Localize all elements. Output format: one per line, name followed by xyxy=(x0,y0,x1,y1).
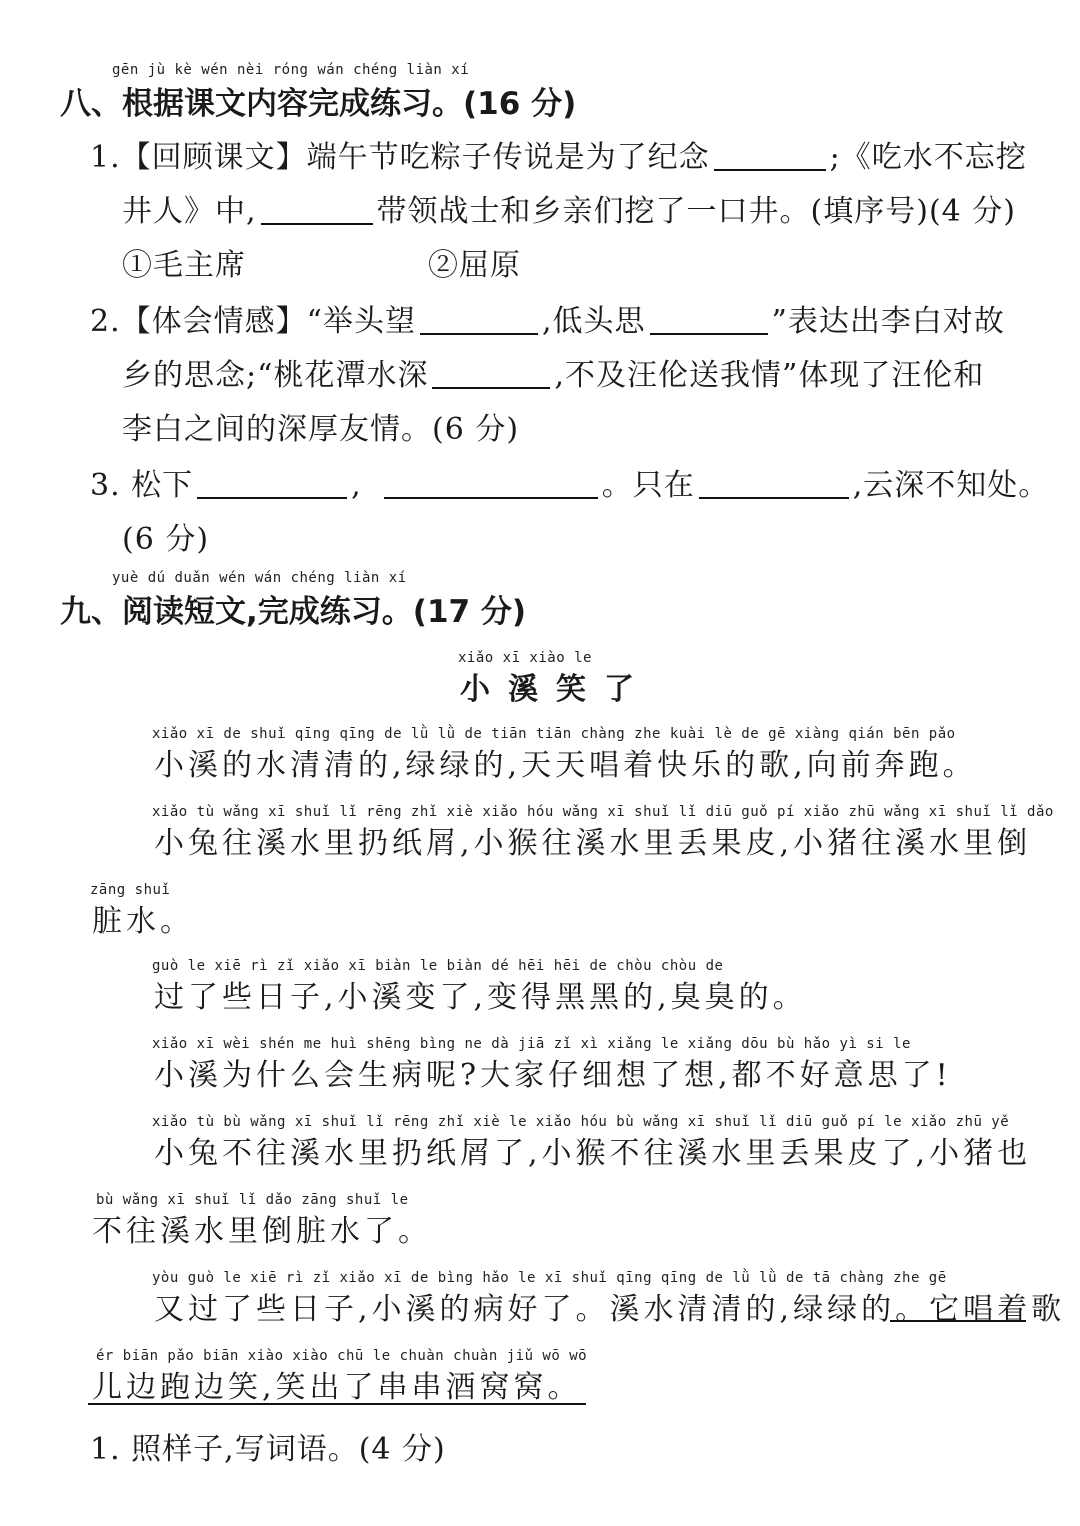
q3-blank-2[interactable] xyxy=(384,497,598,499)
q1-option-2: ②屈原 xyxy=(428,248,521,283)
question-2-line-1 xyxy=(90,296,1005,340)
question-3-score: (6 分) xyxy=(122,522,210,557)
q1-text-a: 1.【回顾课文】端午节吃粽子传说是为了纪念 xyxy=(90,140,710,175)
story-line-2-pinyin: xiǎo tù wǎng xī shuǐ lǐ rēng zhǐ xiè xiǎo hóu wǎng xī shuǐ lǐ diū guǒ pí xiǎo zhū wǎng xī shuǐ lǐ dǎo xyxy=(152,804,1054,820)
q3-text-a: 3. 松下 xyxy=(90,468,194,503)
story-line-3-pinyin: zāng shuǐ xyxy=(90,882,171,898)
q2-text-a: 2.【体会情感】“举头望 xyxy=(90,304,416,339)
story-line-5-pinyin: xiǎo xī wèi shén me huì shēng bìng ne dà jiā zǐ xì xiǎng le xiǎng dōu bù hǎo yì si le xyxy=(152,1036,911,1052)
q1-text-c: 井人》中, xyxy=(122,194,257,229)
story-title-pinyin: xiǎo xī xiào le xyxy=(458,650,592,666)
q3-text-b: , xyxy=(351,468,362,503)
story-line-2: 小兔往溪水里扔纸屑,小猴往溪水里丢果皮,小猪往溪水里倒 xyxy=(154,826,1032,861)
story-line-1-pinyin: xiǎo xī de shuǐ qīng qīng de lǜ lǜ de tiān tiān chàng zhe kuài lè de gē xiàng qián bēn pǎo xyxy=(152,726,956,742)
underline-segment-1 xyxy=(890,1320,1026,1322)
q2-blank-2[interactable] xyxy=(650,333,768,335)
underline-segment-2 xyxy=(88,1403,586,1405)
story-line-1: 小溪的水清清的,绿绿的,天天唱着快乐的歌,向前奔跑。 xyxy=(154,748,977,783)
story-line-9-pinyin: ér biān pǎo biān xiào xiào chū le chuàn chuàn jiǔ wō wō xyxy=(96,1348,588,1364)
q3-text-d: ,云深不知处。 xyxy=(852,468,1050,503)
q3-text-c: 。只在 xyxy=(601,468,695,503)
section8-heading-pinyin: gēn jù kè wén nèi róng wán chéng liàn xí xyxy=(112,62,470,78)
q2-blank-3[interactable] xyxy=(432,387,550,389)
story-line-8-pinyin: yòu guò le xiē rì zǐ xiǎo xī de bìng hǎo le xī shuǐ qīng qīng de lǜ lǜ de tā chàng zhe gē xyxy=(152,1270,947,1286)
q1-option-1: ①毛主席 xyxy=(122,248,246,283)
story-line-8: 又过了些日子,小溪的病好了。溪水清清的,绿绿的。它唱着歌 xyxy=(154,1292,1066,1327)
q2-text-b: ,低头思 xyxy=(541,304,646,339)
question-1-line-2 xyxy=(122,186,1016,230)
q3-blank-1[interactable] xyxy=(197,497,347,499)
exercise-1: 1. 照样子,写词语。(4 分) xyxy=(90,1432,446,1467)
story-title: 小溪笑了 xyxy=(460,672,652,707)
question-1-line-1 xyxy=(90,132,1027,176)
section8-heading: 八、根据课文内容完成练习。(16 分) xyxy=(60,86,577,122)
question-2-line-3: 李白之间的深厚友情。(6 分) xyxy=(122,412,520,447)
story-line-3: 脏水。 xyxy=(92,904,194,939)
q2-text-c: ”表达出李白对故 xyxy=(771,304,1005,339)
story-line-4: 过了些日子,小溪变了,变得黑黑的,臭臭的。 xyxy=(154,980,807,1015)
q1-blank-1[interactable] xyxy=(714,169,826,171)
question-3-line-1 xyxy=(90,460,1049,504)
story-line-9: 儿边跑边笑,笑出了串串酒窝窝。 xyxy=(92,1370,582,1405)
section9-heading-pinyin: yuè dú duǎn wén wán chéng liàn xí xyxy=(112,570,407,586)
story-line-5: 小溪为什么会生病呢?大家仔细想了想,都不好意思了! xyxy=(154,1058,952,1093)
q3-blank-3[interactable] xyxy=(699,497,849,499)
q2-blank-1[interactable] xyxy=(420,333,538,335)
story-line-6: 小兔不往溪水里扔纸屑了,小猴不往溪水里丢果皮了,小猪也 xyxy=(154,1136,1032,1171)
story-line-7-pinyin: bù wǎng xī shuǐ lǐ dǎo zāng shuǐ le xyxy=(96,1192,409,1208)
question-2-line-2 xyxy=(122,350,984,394)
story-line-4-pinyin: guò le xiē rì zǐ xiǎo xī biàn le biàn dé hēi hēi de chòu chòu de xyxy=(152,958,724,974)
q1-text-b: ;《吃水不忘挖 xyxy=(829,140,1027,175)
section9-heading: 九、阅读短文,完成练习。(17 分) xyxy=(60,594,527,630)
q2-text-d: 乡的思念;“桃花潭水深 xyxy=(122,358,429,393)
story-line-7: 不往溪水里倒脏水了。 xyxy=(92,1214,432,1249)
q2-text-e: ,不及汪伦送我情”体现了汪伦和 xyxy=(554,358,985,393)
story-line-6-pinyin: xiǎo tù bù wǎng xī shuǐ lǐ rēng zhǐ xiè le xiǎo hóu bù wǎng xī shuǐ lǐ diū guǒ pí le xiǎo zhū yě xyxy=(152,1114,1010,1130)
q1-text-d: 带领战士和乡亲们挖了一口井。(填序号)(4 分) xyxy=(376,194,1016,229)
q1-blank-2[interactable] xyxy=(261,223,373,225)
